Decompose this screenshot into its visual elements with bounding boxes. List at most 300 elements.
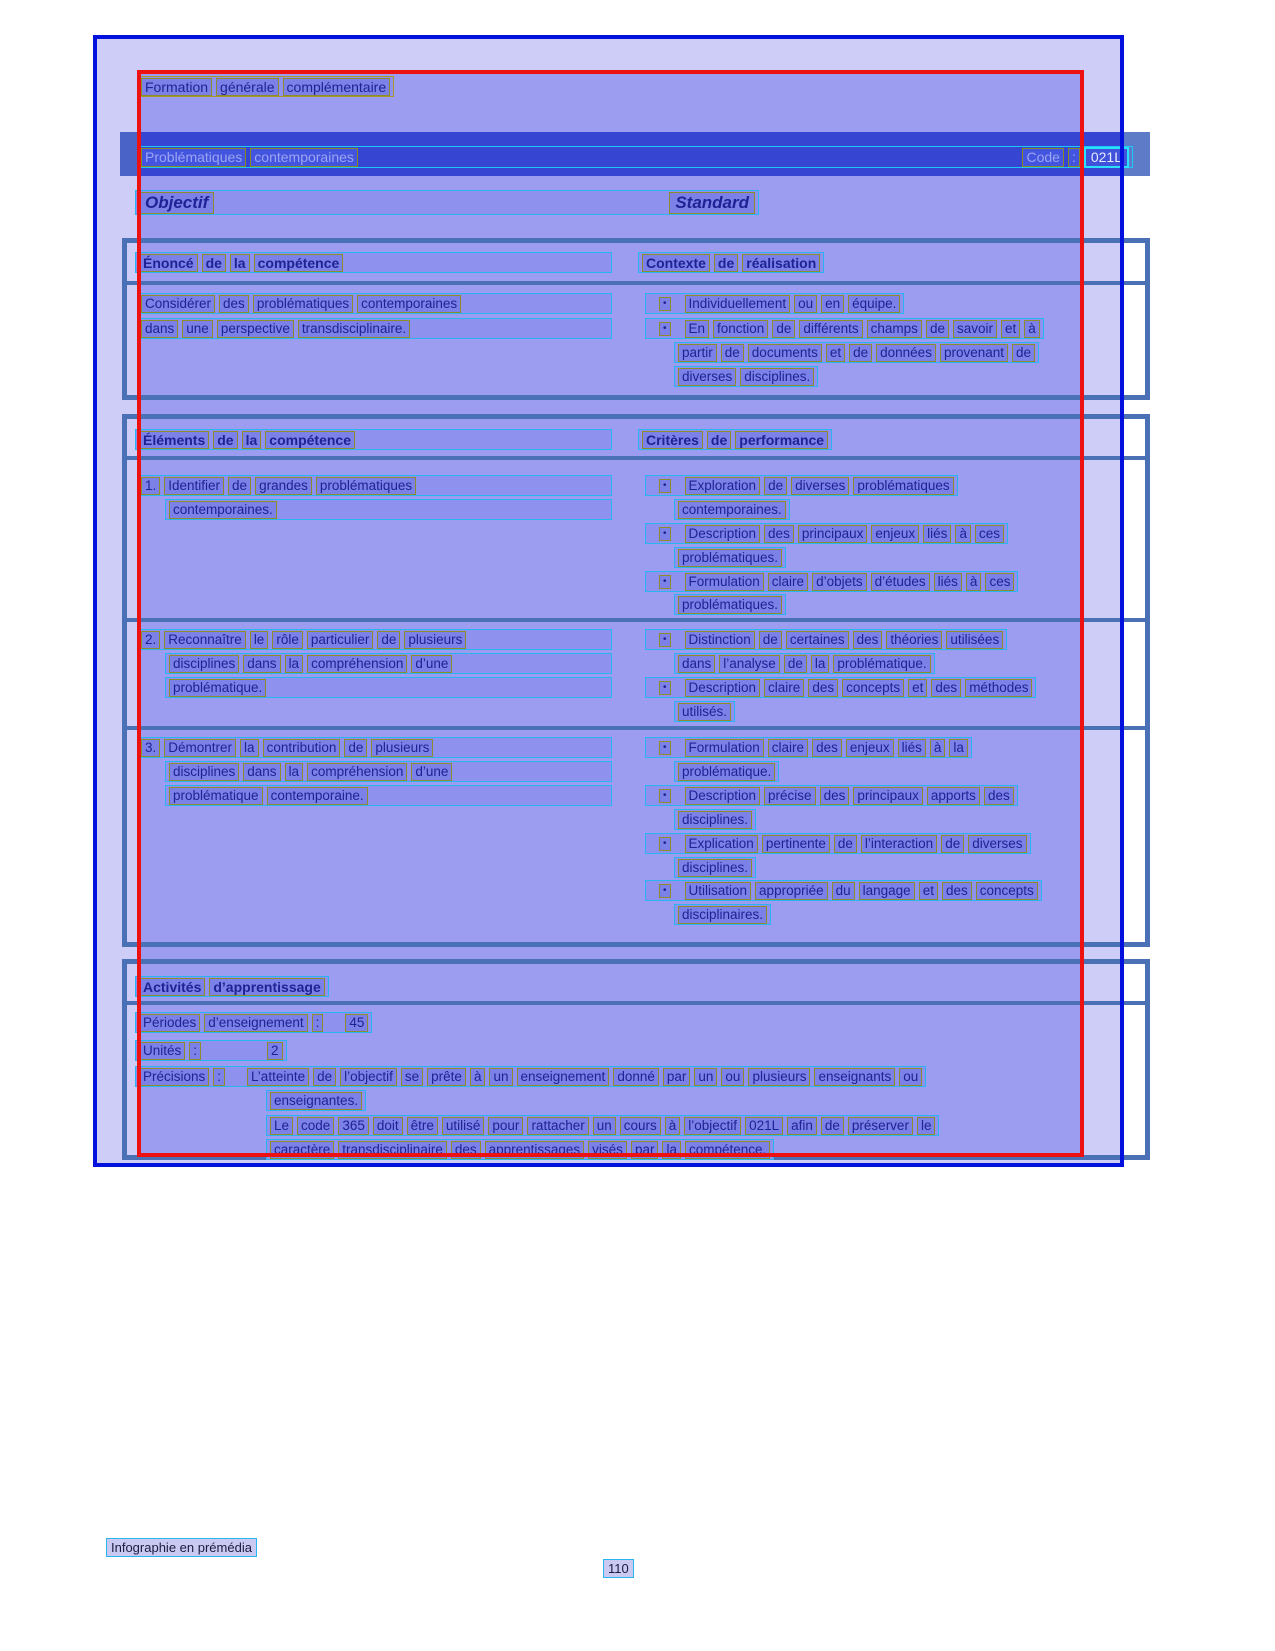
word-box: Formation xyxy=(141,78,212,96)
document-title xyxy=(137,76,394,97)
word-box: code xyxy=(297,1117,334,1135)
word-box: Formulation xyxy=(685,739,764,757)
word-box: problématique. xyxy=(678,763,775,781)
word-group xyxy=(647,320,1042,338)
word-box: être xyxy=(407,1117,438,1135)
word-box: des xyxy=(942,882,972,900)
word-box: problématique. xyxy=(833,655,930,673)
word-box: se xyxy=(401,1068,423,1086)
word-box: appropriée xyxy=(755,882,828,900)
word-box: pour xyxy=(488,1117,523,1135)
text-line xyxy=(674,547,786,568)
bullet-marker: • xyxy=(659,479,671,493)
word-box: de xyxy=(202,254,226,272)
word-box: liés xyxy=(934,573,962,591)
word-box: contemporaines. xyxy=(169,501,277,519)
word-box: documents xyxy=(748,344,822,362)
word-box: pertinente xyxy=(762,835,830,853)
word-group xyxy=(676,344,1037,362)
word-box: compréhension xyxy=(307,655,407,673)
word-box: transdisciplinaire xyxy=(338,1141,447,1159)
word-group xyxy=(268,1141,772,1159)
word-box: un xyxy=(694,1068,717,1086)
word-box: rattacher xyxy=(527,1117,588,1135)
word-box: disciplines. xyxy=(678,859,752,877)
word-box: à xyxy=(930,739,946,757)
word-box: Problématiques xyxy=(141,148,246,167)
word-box: la xyxy=(285,655,304,673)
word-box: problématiques. xyxy=(678,596,782,614)
word-box: dans xyxy=(243,763,280,781)
word-box: d’apprentissage xyxy=(209,978,324,996)
t3-header xyxy=(135,976,329,997)
word-box: théories xyxy=(886,631,942,649)
word-group xyxy=(167,501,279,519)
word-box: Code xyxy=(1022,148,1063,167)
word-box: fonction xyxy=(713,320,768,338)
word-box: 021L xyxy=(745,1117,783,1135)
word-box: claire xyxy=(768,573,808,591)
word-group xyxy=(1020,147,1131,168)
text-line xyxy=(674,857,756,878)
word-box: doit xyxy=(373,1117,403,1135)
word-box: afin xyxy=(787,1117,817,1135)
word-group xyxy=(137,978,327,996)
word-box: générale xyxy=(216,78,279,96)
footer-credit xyxy=(106,1538,257,1557)
bullet-marker: • xyxy=(659,741,671,755)
word-box: la xyxy=(240,739,259,757)
word-box: un xyxy=(593,1117,616,1135)
word-box: ou xyxy=(794,295,817,313)
text-line xyxy=(266,1139,774,1160)
word-box: principaux xyxy=(853,787,923,805)
word-box: utilisées xyxy=(946,631,1003,649)
word-box: rôle xyxy=(272,631,303,649)
word-group xyxy=(139,78,392,96)
word-box: 3. xyxy=(141,739,160,757)
word-box: de xyxy=(764,477,787,495)
word-box: particulier xyxy=(307,631,374,649)
word-box: concepts xyxy=(842,679,904,697)
word-box: 2. xyxy=(141,631,160,649)
word-box: grandes xyxy=(255,477,312,495)
word-box: L’atteinte xyxy=(247,1068,309,1086)
word-box: 365 xyxy=(338,1117,369,1135)
word-box: claire xyxy=(768,739,808,757)
word-box: et xyxy=(1001,320,1020,338)
word-box: enseignants xyxy=(814,1068,895,1086)
text-line xyxy=(165,653,612,674)
word-group xyxy=(139,631,468,649)
word-box: de xyxy=(721,344,744,362)
word-box: problématiques xyxy=(316,477,416,495)
word-box: Démontrer xyxy=(164,739,236,757)
word-box: dans xyxy=(141,320,178,338)
word-box: l’objectif xyxy=(684,1117,741,1135)
word-box: disciplines xyxy=(169,655,239,673)
word-box: disciplinaires. xyxy=(678,906,767,924)
word-box: Le xyxy=(270,1117,293,1135)
word-box: Individuellement xyxy=(685,295,791,313)
word-group xyxy=(108,1540,255,1556)
word-box: savoir xyxy=(953,320,997,338)
word-box: de xyxy=(714,254,738,272)
word-group xyxy=(647,739,970,757)
text-line xyxy=(165,677,612,698)
word-box: à xyxy=(665,1117,681,1135)
word-box: de xyxy=(784,655,807,673)
word-group xyxy=(139,295,463,313)
text-line xyxy=(645,833,1031,854)
word-box: cours xyxy=(620,1117,661,1135)
word-box: la xyxy=(242,431,262,449)
word-group xyxy=(605,1561,632,1577)
word-box: Description xyxy=(685,679,761,697)
word-group xyxy=(139,148,360,167)
text-line xyxy=(266,1090,366,1111)
word-group xyxy=(139,739,435,757)
text-line xyxy=(645,293,904,314)
word-box: méthodes xyxy=(965,679,1032,697)
word-box: disciplines. xyxy=(678,811,752,829)
word-group xyxy=(139,320,412,338)
text-line xyxy=(674,366,818,387)
word-group xyxy=(139,477,418,495)
field-precisions xyxy=(135,1066,926,1087)
text-line xyxy=(137,318,612,339)
word-box: performance xyxy=(735,431,828,449)
bullet-marker: • xyxy=(659,527,671,541)
word-box: principaux xyxy=(798,525,868,543)
bullet-marker: • xyxy=(659,884,671,898)
word-box: disciplines. xyxy=(740,368,814,386)
word-box: Critères xyxy=(642,431,703,449)
word-box: la xyxy=(949,739,968,757)
text-line xyxy=(645,475,958,496)
text-line xyxy=(674,594,786,615)
word-group xyxy=(647,525,1006,543)
text-line xyxy=(674,761,779,782)
word-box: de xyxy=(759,631,782,649)
word-box: perspective xyxy=(217,320,294,338)
word-box: concepts xyxy=(976,882,1038,900)
word-box: contemporaine. xyxy=(267,787,368,805)
word-box: problématique. xyxy=(169,679,266,697)
word-box: caractère xyxy=(270,1141,334,1159)
word-box: Identifier xyxy=(164,477,224,495)
t2-header-right xyxy=(638,429,832,450)
word-box: et xyxy=(826,344,845,362)
word-box: des xyxy=(931,679,961,697)
bullet-marker: • xyxy=(659,297,671,311)
word-box: l’objectif xyxy=(340,1068,397,1086)
word-box: à xyxy=(1024,320,1040,338)
word-group xyxy=(647,882,1040,900)
text-line xyxy=(137,475,612,496)
text-line xyxy=(674,809,756,830)
word-box: à xyxy=(470,1068,486,1086)
word-box: visés xyxy=(588,1141,627,1159)
word-box: ces xyxy=(975,525,1004,543)
word-box: compétence. xyxy=(685,1141,770,1159)
word-box: différents xyxy=(799,320,862,338)
word-box: 1. xyxy=(141,477,160,495)
word-box: donné xyxy=(613,1068,659,1086)
word-box: des xyxy=(820,787,850,805)
word-box: contemporaines xyxy=(357,295,461,313)
word-box: Éléments xyxy=(139,431,209,449)
t2-header-left xyxy=(135,429,612,450)
word-box: de xyxy=(707,431,731,449)
word-box: langage xyxy=(859,882,915,900)
text-line xyxy=(645,677,1036,698)
text-line xyxy=(165,499,612,520)
word-box: Explication xyxy=(685,835,758,853)
word-box: par xyxy=(663,1068,691,1086)
word-box: de xyxy=(1012,344,1035,362)
word-box: transdisciplinaire. xyxy=(298,320,410,338)
word-box: enseignantes. xyxy=(270,1092,362,1110)
code-chip: 021L xyxy=(1084,147,1129,168)
word-box: compétence xyxy=(254,254,344,272)
bullet-marker: • xyxy=(659,322,671,336)
word-box: et xyxy=(919,882,938,900)
word-box: des xyxy=(219,295,249,313)
word-box: disciplines xyxy=(169,763,239,781)
word-box: enjeux xyxy=(846,739,894,757)
word-group xyxy=(676,368,816,386)
word-box: en xyxy=(821,295,844,313)
word-box: problématiques. xyxy=(678,549,782,567)
text-line xyxy=(165,785,612,806)
word-group xyxy=(167,679,268,697)
word-box: Périodes xyxy=(139,1014,200,1032)
text-line xyxy=(137,293,612,314)
word-group xyxy=(647,631,1005,649)
word-box: Exploration xyxy=(685,477,761,495)
word-box: Description xyxy=(685,787,761,805)
word-box: : xyxy=(189,1042,201,1060)
word-group xyxy=(167,763,454,781)
word-box: complémentaire xyxy=(283,78,391,96)
word-box: du xyxy=(832,882,855,900)
word-box: ou xyxy=(721,1068,744,1086)
text-line xyxy=(645,318,1044,339)
word-box: des xyxy=(812,739,842,757)
word-box: d’objets xyxy=(812,573,867,591)
word-group xyxy=(167,655,454,673)
field-unites xyxy=(135,1040,287,1061)
word-box: enjeux xyxy=(871,525,919,543)
word-box: utilisés. xyxy=(678,703,731,721)
word-group xyxy=(676,703,733,721)
word-box: partir xyxy=(678,344,717,362)
word-box: d’enseignement xyxy=(204,1014,307,1032)
word-group xyxy=(647,679,1034,697)
word-box: des xyxy=(984,787,1014,805)
word-group xyxy=(343,1014,370,1032)
word-group xyxy=(265,1042,285,1060)
word-box: liés xyxy=(923,525,951,543)
word-box: la xyxy=(285,763,304,781)
word-box: réalisation xyxy=(742,254,820,272)
word-box: dans xyxy=(678,655,715,673)
word-box: le xyxy=(250,631,269,649)
word-box: claire xyxy=(764,679,804,697)
word-box: de xyxy=(941,835,964,853)
word-box: préserver xyxy=(848,1117,913,1135)
word-group xyxy=(137,431,357,449)
text-line xyxy=(645,880,1042,901)
word-group xyxy=(676,811,754,829)
word-group xyxy=(667,192,757,214)
word-group xyxy=(640,431,830,449)
word-group xyxy=(676,501,788,519)
word-box: Distinction xyxy=(685,631,755,649)
text-span: 110 xyxy=(608,1560,629,1576)
word-box: et xyxy=(908,679,927,697)
word-box: des xyxy=(808,679,838,697)
text-line xyxy=(645,629,1007,650)
word-group xyxy=(676,859,754,877)
word-box: : xyxy=(312,1014,324,1032)
t1-header-left xyxy=(135,252,612,273)
word-box: d’une xyxy=(411,763,452,781)
word-box: 45 xyxy=(345,1014,368,1032)
word-box: utilisé xyxy=(442,1117,485,1135)
word-box: contemporaines. xyxy=(678,501,786,519)
word-box: ces xyxy=(985,573,1014,591)
word-group xyxy=(647,573,1016,591)
field-periodes xyxy=(135,1012,372,1033)
word-box: équipe. xyxy=(848,295,900,313)
word-box: le xyxy=(917,1117,936,1135)
word-box: diverses xyxy=(678,368,736,386)
word-box: diverses xyxy=(791,477,849,495)
word-box: de xyxy=(821,1117,844,1135)
text-line xyxy=(137,737,612,758)
word-box: provenant xyxy=(940,344,1008,362)
text-line xyxy=(674,499,790,520)
word-box: diverses xyxy=(968,835,1026,853)
word-box: problématiques xyxy=(853,477,953,495)
word-box: apports xyxy=(927,787,980,805)
word-box: compétence xyxy=(265,431,355,449)
word-box: apprentissages xyxy=(485,1141,585,1159)
word-box: la xyxy=(662,1141,681,1159)
word-box: Utilisation xyxy=(685,882,752,900)
word-box: d’études xyxy=(871,573,930,591)
text-line xyxy=(645,523,1008,544)
text-line xyxy=(645,785,1018,806)
word-box: Description xyxy=(685,525,761,543)
word-box: la xyxy=(811,655,830,673)
word-box: des xyxy=(451,1141,481,1159)
word-box: de xyxy=(926,320,949,338)
word-box: problématique xyxy=(169,787,263,805)
word-box: des xyxy=(853,631,883,649)
word-box: de xyxy=(313,1068,336,1086)
text-line xyxy=(674,904,771,925)
word-group xyxy=(137,1042,203,1060)
word-box: de xyxy=(344,739,367,757)
text-line xyxy=(137,629,612,650)
bullet-marker: • xyxy=(659,681,671,695)
word-box: Précisions xyxy=(139,1068,209,1086)
word-group xyxy=(245,1068,924,1086)
word-group xyxy=(647,787,1016,805)
word-box: Contexte xyxy=(642,254,710,272)
word-box: 2 xyxy=(267,1042,283,1060)
word-box: à xyxy=(966,573,982,591)
word-box: un xyxy=(489,1068,512,1086)
word-box: Considérer xyxy=(141,295,215,313)
word-group xyxy=(640,254,822,272)
word-group xyxy=(647,835,1029,853)
word-box: prête xyxy=(427,1068,466,1086)
word-group xyxy=(647,477,956,495)
word-box: problématiques xyxy=(253,295,353,313)
word-group xyxy=(676,763,777,781)
word-box: dans xyxy=(243,655,280,673)
word-box: Formulation xyxy=(685,573,764,591)
t1-header-right xyxy=(638,252,824,273)
word-box: de xyxy=(834,835,857,853)
bullet-marker: • xyxy=(659,633,671,647)
word-box: Standard xyxy=(669,192,755,214)
word-box: ou xyxy=(899,1068,922,1086)
word-box: d’une xyxy=(411,655,452,673)
word-group xyxy=(647,295,902,313)
text-line xyxy=(674,653,935,674)
word-group xyxy=(137,192,216,214)
bullet-marker: • xyxy=(659,837,671,851)
word-box: l’analyse xyxy=(719,655,780,673)
text-line xyxy=(165,761,612,782)
word-box: Activités xyxy=(139,978,205,996)
word-box: de xyxy=(772,320,795,338)
word-box: Unités xyxy=(139,1042,185,1060)
text-line xyxy=(645,737,972,758)
word-box: de xyxy=(377,631,400,649)
word-group xyxy=(137,254,345,272)
word-group xyxy=(676,549,784,567)
word-box: En xyxy=(685,320,710,338)
word-box: Reconnaître xyxy=(164,631,246,649)
word-box: certaines xyxy=(786,631,849,649)
bar-line xyxy=(137,146,1133,168)
word-group xyxy=(167,787,370,805)
word-group xyxy=(676,655,933,673)
word-group xyxy=(676,906,769,924)
word-box: Objectif xyxy=(139,192,214,214)
word-box: contribution xyxy=(263,739,341,757)
word-group xyxy=(676,596,784,614)
word-box: la xyxy=(230,254,250,272)
word-box: de xyxy=(849,344,872,362)
word-box: de xyxy=(228,477,251,495)
word-group xyxy=(137,1014,325,1032)
word-box: compréhension xyxy=(307,763,407,781)
word-box: de xyxy=(213,431,237,449)
word-box: des xyxy=(764,525,794,543)
word-box: champs xyxy=(867,320,922,338)
word-box: à xyxy=(955,525,971,543)
word-box: plusieurs xyxy=(748,1068,810,1086)
text-line xyxy=(266,1115,939,1136)
word-box: enseignement xyxy=(517,1068,610,1086)
